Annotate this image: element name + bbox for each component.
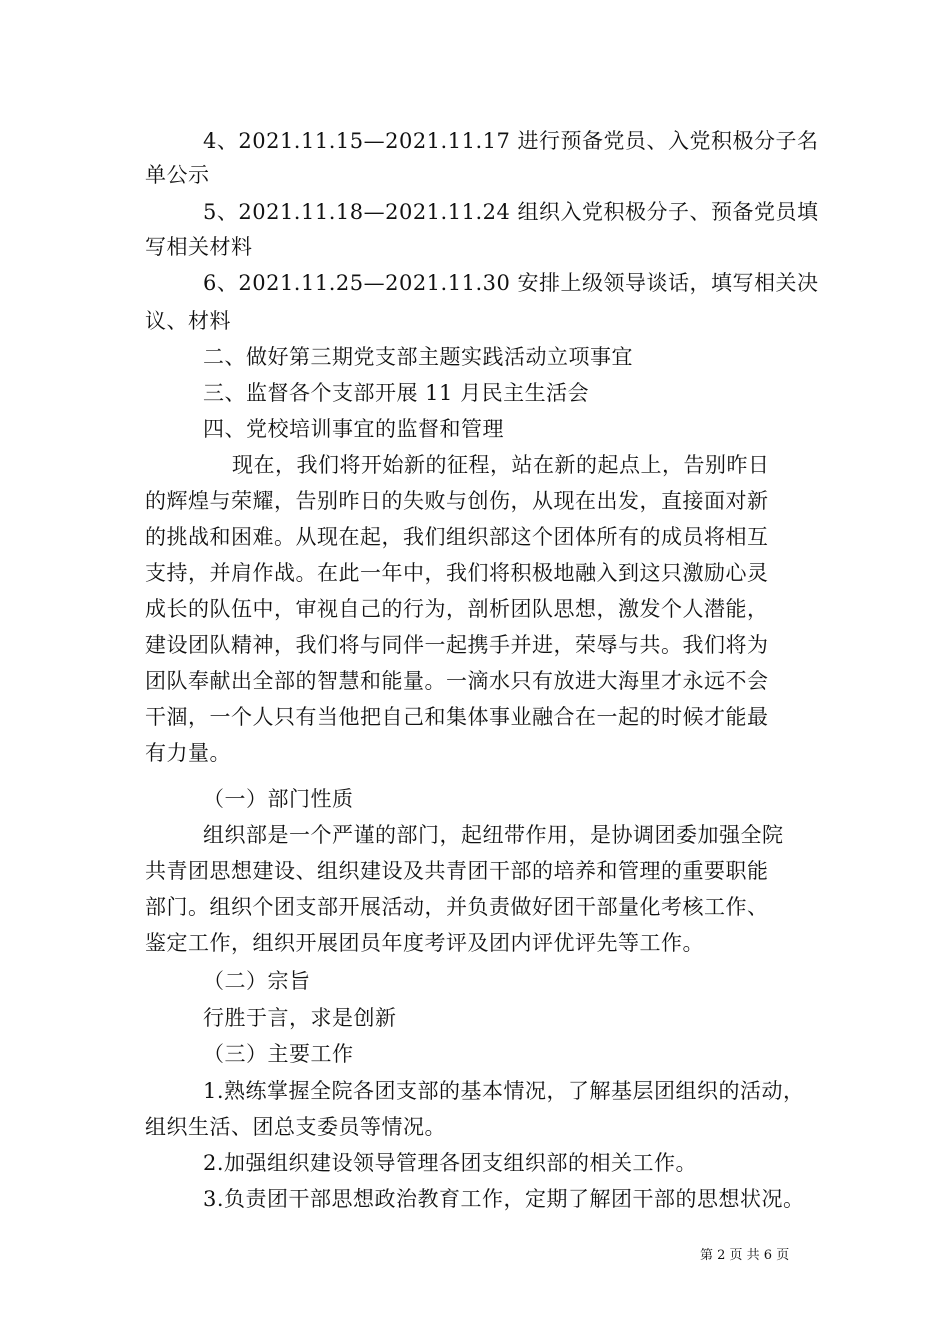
text-line: 干涸，一个人只有当他把自己和集体事业融合在一起的时候才能最 xyxy=(145,705,769,729)
section-heading: 二、做好第三期党支部主题实践活动立项事宜 xyxy=(203,345,633,369)
subsection-heading: （二）宗旨 xyxy=(203,969,311,993)
section-heading: 四、党校培训事宜的监督和管理 xyxy=(203,417,504,441)
text-line: 3.负责团干部思想政治教育工作，定期了解团干部的思想状况。 xyxy=(203,1187,805,1211)
text-line: 的挑战和困难。从现在起，我们组织部这个团体所有的成员将相互 xyxy=(145,525,769,549)
text-line: 4、2021.11.15—2021.11.17 进行预备党员、入党积极分子名 xyxy=(203,129,819,153)
text-line: 现在，我们将开始新的征程，站在新的起点上，告别昨日 xyxy=(232,453,770,477)
text-line: 5、2021.11.18—2021.11.24 组织入党积极分子、预备党员填 xyxy=(203,200,819,224)
text-line: 成长的队伍中，审视自己的行为，剖析团队思想，激发个人潜能， xyxy=(145,597,769,621)
text-line: 建设团队精神，我们将与同伴一起携手并进，荣辱与共。我们将为 xyxy=(145,633,769,657)
text-line: 团队奉献出全部的智慧和能量。一滴水只有放进大海里才永远不会 xyxy=(145,669,769,693)
text-line: 支持，并肩作战。在此一年中，我们将积极地融入到这只激励心灵 xyxy=(145,561,769,585)
subsection-heading: （一）部门性质 xyxy=(203,787,354,811)
text-line: 共青团思想建设、组织建设及共青团干部的培养和管理的重要职能 xyxy=(145,859,769,883)
text-line: 的辉煌与荣耀，告别昨日的失败与创伤，从现在出发，直接面对新 xyxy=(145,489,769,513)
text-line: 组织部是一个严谨的部门，起纽带作用，是协调团委加强全院 xyxy=(203,823,784,847)
text-line: 单公示 xyxy=(145,163,210,187)
text-line: 写相关材料 xyxy=(145,235,253,259)
section-heading: 三、监督各个支部开展 11 月民主生活会 xyxy=(203,381,590,405)
text-line: 鉴定工作，组织开展团员年度考评及团内评优评先等工作。 xyxy=(145,931,704,955)
text-line: 1.熟练掌握全院各团支部的基本情况，了解基层团组织的活动， xyxy=(203,1079,805,1103)
subsection-heading: （三）主要工作 xyxy=(203,1042,354,1066)
text-line: 2.加强组织建设领导管理各团支组织部的相关工作。 xyxy=(203,1151,698,1175)
text-line: 6、2021.11.25—2021.11.30 安排上级领导谈话，填写相关决 xyxy=(203,271,819,295)
text-line: 组织生活、团总支委员等情况。 xyxy=(145,1115,446,1139)
text-line: 部门。组织个团支部开展活动，并负责做好团干部量化考核工作、 xyxy=(145,895,769,919)
text-line: 行胜于言，求是创新 xyxy=(203,1006,397,1030)
text-line: 有力量。 xyxy=(145,741,231,765)
page-number: 第 2 页 共 6 页 xyxy=(700,1248,790,1263)
text-line: 议、材料 xyxy=(145,309,231,333)
